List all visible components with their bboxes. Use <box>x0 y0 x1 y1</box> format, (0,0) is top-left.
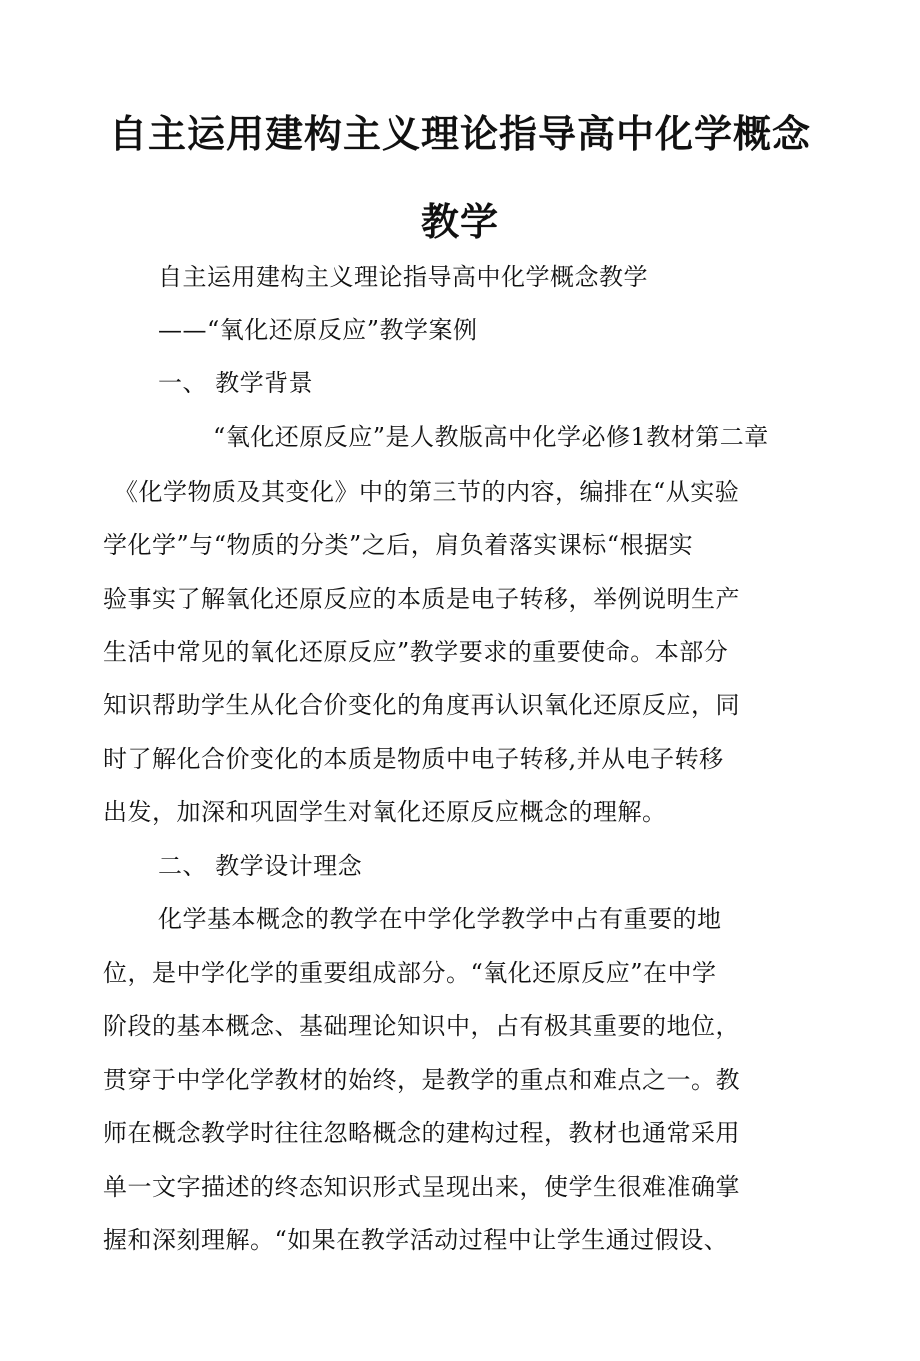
section-1-heading: 一、 教学背景 <box>158 369 314 397</box>
section-2-line: 化学基本概念的教学在中学化学教学中占有重要的地 <box>158 905 722 933</box>
section-1-line: “氧化还原反应”是人教版高中化学必修1教材第二章 <box>213 423 769 451</box>
section-2-line: 师在概念教学时往往忽略概念的建构过程，教材也通常采用 <box>103 1119 740 1147</box>
document-title-line-2: 教学 <box>420 200 499 244</box>
section-2-line: 贯穿于中学化学教材的始终，是教学的重点和难点之一。教 <box>103 1066 740 1094</box>
section-2-line: 阶段的基本概念、基础理论知识中，占有极其重要的地位， <box>103 1012 740 1040</box>
section-1-line: 时了解化合价变化的本质是物质中电子转移,并从电子转移 <box>103 745 724 773</box>
section-1-line: 生活中常见的氧化还原反应”教学要求的重要使命。本部分 <box>103 638 729 666</box>
section-2-line: 位，是中学化学的重要组成部分。“氧化还原反应”在中学 <box>103 959 717 987</box>
case-label: ——“氧化还原反应”教学案例 <box>158 316 478 344</box>
section-1-line: 验事实了解氧化还原反应的本质是电子转移，举例说明生产 <box>103 585 740 613</box>
section-1-line: 出发，加深和巩固学生对氧化还原反应概念的理解。 <box>103 798 667 826</box>
section-2-heading: 二、 教学设计理念 <box>158 852 363 880</box>
subtitle: 自主运用建构主义理论指导高中化学概念教学 <box>158 263 648 291</box>
document-title-line-1: 自主运用建构主义理论指导高中化学概念 <box>108 112 811 156</box>
section-1-line: 学化学”与“物质的分类”之后，肩负着落实课标“根据实 <box>103 531 694 559</box>
section-2-line: 单一文字描述的终态知识形式呈现出来，使学生很难准确掌 <box>103 1173 740 1201</box>
section-2-line: 握和深刻理解。“如果在教学活动过程中让学生通过假设、 <box>103 1226 729 1254</box>
section-1-line: 知识帮助学生从化合价变化的角度再认识氧化还原反应，同 <box>103 691 740 719</box>
section-1-line: 《化学物质及其变化》中的第三节的内容，编排在“从实验 <box>114 478 740 506</box>
